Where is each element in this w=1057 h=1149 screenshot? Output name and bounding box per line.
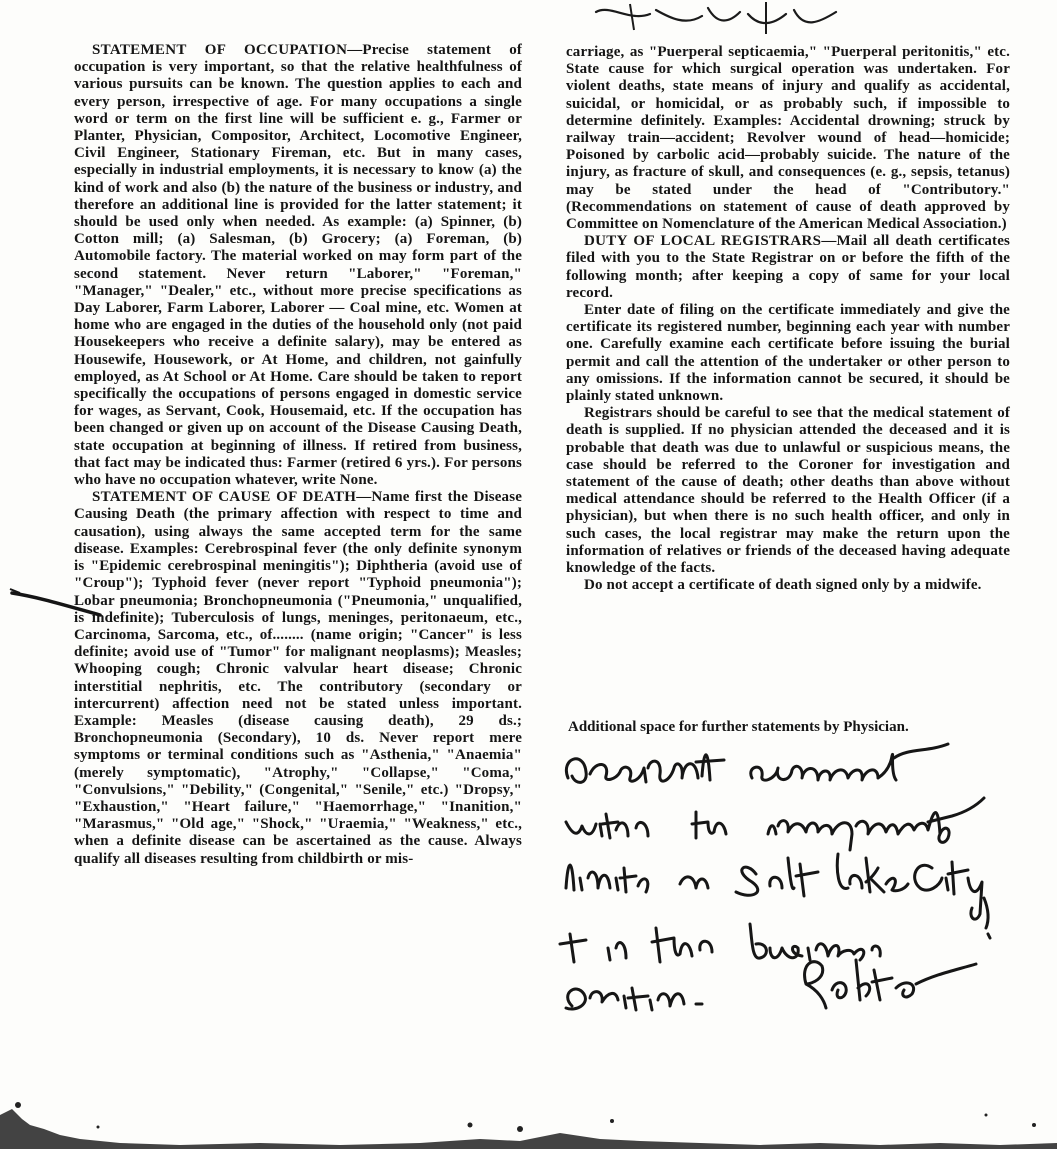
- scan-noise-strip: [0, 1085, 1057, 1149]
- left-column: [74, 42, 522, 868]
- filing-text: Enter date of filing on the certificate immediately and give the certificate its registered number, beginning each year with number one. Carefully examine each certificate before issuing the burial permit and call the attention of the undertaker or other person to any omissions. If the information cannot be secured, it should be plainly stated unknown.: [566, 302, 1010, 405]
- registrars-paragraph: [566, 405, 1010, 577]
- margin-arrow-mark: [8, 575, 108, 625]
- registrar-heading: DUTY OF LOCAL REGISTRARS: [584, 233, 822, 250]
- registrars-text: Registrars should be careful to see that the medical statement of death is supplied. If no physician attended the deceased and it is probable that death was due to unlawful or suspicious means, the case should be referred to the Coroner for investigation and statement of the cause of death; other deaths than above without medical attendance should be referred to the Health Officer (if a physician), but when there is no such health officer, and only in such cases, the local registrar may make the return upon the information of relatives or friends of the deceased having adequate knowledge of the facts.: [566, 405, 1010, 577]
- midwife-paragraph: [566, 577, 1010, 594]
- cause-heading: STATEMENT OF CAUSE OF DEATH: [92, 489, 357, 506]
- additional-space-label: Additional space for further statements by Physician.: [568, 719, 909, 735]
- occupation-paragraph: [74, 42, 522, 489]
- registrar-text: —Mail all death certificates filed with you to the State Registrar on or before the fifth of the following month; after keeping a copy of same for your local record.: [566, 233, 1010, 301]
- occupation-text: —Precise statement of occupation is very important, so that the relative healthfulness of various pursuits can be known. The question applies to each and every person, irrespective of age. For many occupations a single word or term on the first line will be sufficient e. g., Farmer or Planter, Physician, Compositor, Architect, Locomotive Engineer, Civil Engineer, Stationary Fireman, etc. But in many cases, especially in industrial employments, it is necessary to know (a) the kind of work and also (b) the nature of the business or industry, and therefore an additional line is provided for the latter statement; it should be used only when needed. As example: (a) Spinner, (b) Cotton mill; (a) Salesman, (b) Grocery; (a) Foreman, (b) Automobile factory. The material worked on may form part of the second statement. Never return "Laborer," "Foreman," "Manager," "Dealer," etc., without more precise specifications as Day Laborer, Farm Laborer, Laborer — Coal mine, etc. Women at home who are engaged in the duties of the household only (not paid Housekeepers who receive a definite salary), may be entered as Housewife, Housework, or At Home, and children, not gainfully employed, as At School or At Home. Care should be taken to report specifically the occupations of persons engaged in domestic service for wages, as Servant, Cook, Housemaid, etc. If the occupation has been changed or given up on account of the Disease Causing Death, state occupation at beginning of illness. If retired from business, that fact may be indicated thus: Farmer (retired 6 yrs.). For persons who have no occupation whatever, write None.: [74, 42, 522, 489]
- cause-continued-text: carriage, as "Puerperal septicaemia," "Puerperal peritonitis," etc. State cause for which surgical operation was undertaken. For violent deaths, state means of injury and qualify as accidental, suicidal, or homicidal, or as probably such, if impossible to determine definitely. Examples: Accidental drowning; struck by railway train—accident; Revolver wound of head—homicide; Poisoned by carbolic acid—probably suicide. The nature of the injury, as fracture of skull, and consequences (e. g., sepsis, tetanus) may be stated under the head of "Contributory." (Recommendations on statement of cause of death approved by Committee on Nomenclature of the American Medical Association.): [566, 44, 1010, 233]
- registrar-paragraph: [566, 233, 1010, 302]
- occupation-heading: STATEMENT OF OCCUPATION: [92, 42, 348, 58]
- filing-paragraph: [566, 302, 1010, 405]
- cause-text: —Name first the Disease Causing Death (the primary affection with respect to time and causation), using always the same accepted term for the same disease. Examples: Cerebrospinal fever (the only definite synonym is "Epidemic cerebrospinal meningitis"); Diphtheria (avoid use of "Croup"); Typhoid fever (never report "Typhoid pneumonia"); Lobar pneumonia; Bronchopneumonia ("Pneumonia," unqualified, is indefinite); Tuberculosis of lungs, meninges, peritonaeum, etc., Carcinoma, Sarcoma, etc., of........ (name origin; "Cancer" is less definite; avoid use of "Tumor" for malignant neoplasms); Measles; Whooping cough; Chronic valvular heart disease; Chronic interstitial nephritis, etc. The contributory (secondary or intercurrent) affection need not be stated unless important. Example: Measles (disease causing death), 29 ds.; Bronchopneumonia (Secondary), 10 ds. Never report mere symptoms or terminal conditions such as "Asthenia," "Anaemia" (merely symptomatic), "Atrophy," "Collapse," "Coma," "Convulsions," "Debility," (Congenital," "Senile," etc.) "Dropsy," "Exhaustion," "Heart failure," "Haemorrhage," "Inanition," "Marasmus," "Old age," "Shock," "Uraemia," "Weakness," etc., when a definite disease can be ascertained as the cause. Always qualify all diseases resulting from childbirth or mis-: [74, 489, 522, 867]
- right-column: [566, 44, 1010, 595]
- midwife-text: Do not accept a certificate of death signed only by a midwife.: [584, 577, 982, 594]
- cause-continued-paragraph: [566, 44, 1010, 233]
- cause-paragraph: [74, 489, 522, 867]
